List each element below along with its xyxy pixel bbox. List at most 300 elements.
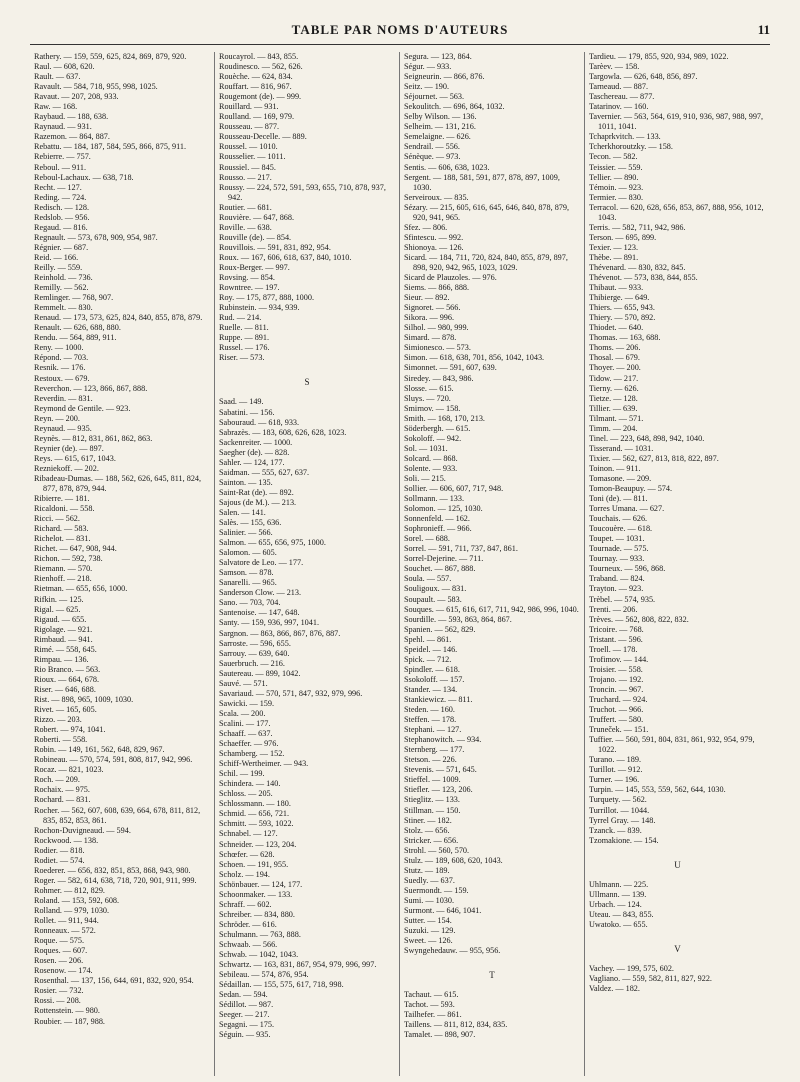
index-entry: Ravaut. — 207, 208, 933. [34,92,119,102]
index-entry: Thiers. — 655, 943. [589,303,655,313]
index-entry: Simard. — 878. [404,333,457,343]
index-entry: Russel. — 176. [219,343,270,353]
index-entry: Reynès. — 812, 831, 861, 862, 863. [34,433,153,443]
index-entry: Rivet. — 165, 605. [34,705,97,715]
index-entry: Sfintescu. — 992. [404,232,464,242]
index-entry: Sédaillan. — 155, 575, 617, 718, 998. [219,980,344,990]
index-entry: Rouvillois. — 591, 831, 892, 954. [219,242,331,252]
index-entry: Tierny. — 626. [589,383,639,393]
index-entry: Terracol. — 620, 628, 656, 853, 867, 888, 956, 1012, 1043. [589,202,764,222]
index-entry: Salomon. — 605. [219,548,277,558]
section-letter: S [304,377,310,388]
index-entry: Razemon. — 864, 887. [34,132,110,142]
page-header [30,22,770,45]
index-entry: Sikora. — 996. [404,313,455,323]
index-entry: Segura. — 123, 864. [404,52,472,61]
index-entry: Turano. — 189. [589,755,642,765]
index-entry: Rochaix. — 975. [34,785,90,795]
index-entry: Rist. — 898, 965, 1009, 1030. [34,695,134,704]
index-entry: Rimpau. — 136. [34,654,89,664]
index-entry: Sfez. — 806. [404,222,448,232]
index-column-3 [400,52,585,1076]
index-entry: Thomas. — 163, 688. [589,333,661,343]
index-entry: Truffert. — 580. [589,715,644,725]
index-entry: Rodier. — 818. [34,845,85,855]
index-entry: Reverchon. — 123, 866, 867, 888. [34,383,148,393]
index-entry: Ségur. — 933. [404,62,452,72]
index-entry: Samson. — 878. [219,568,274,578]
index-entry: Roederer. — 656, 832, 851, 853, 868, 943, 980. [34,865,191,875]
index-entry: Roberti. — 558. [34,735,88,745]
index-entry: Truchot. — 966. [589,705,644,715]
index-entry: Tachot. — 593. [404,1000,455,1010]
index-entry: Sollier. — 606, 607, 717, 948. [404,484,504,494]
index-entry: Terris. — 582, 711, 942, 986. [589,222,686,232]
index-entry: Rifkin. — 125. [34,594,84,604]
index-entry: Seitz. — 190. [404,82,450,92]
index-entry: Trofimov. — 144. [589,654,649,664]
index-entry: Regaud. — 816. [34,222,88,232]
index-entry: Rizzo. — 203. [34,715,82,725]
index-entry: Silhol. — 980, 999. [404,323,469,333]
index-entry: Renault. — 626, 688, 880. [34,323,121,333]
index-entry: Roussel. — 1010. [219,142,278,152]
index-entry: Rigaud. — 655. [34,614,87,624]
index-entry: Scala. — 200. [219,708,266,718]
index-entry: Sargnon. — 863, 866, 867, 876, 887. [219,628,341,638]
index-entry: Seigneurin. — 866, 876. [404,72,485,82]
index-entry: Spehl. — 861. [404,634,452,644]
index-entry: Stephani. — 127. [404,725,462,735]
index-entry: Redslob. — 956. [34,212,90,222]
index-entry: Terson. — 695, 899. [589,232,657,242]
index-column-1 [30,52,215,1076]
index-entry: Régnier. — 687. [34,242,89,252]
index-entry: Tomon-Beaupuy. — 574. [589,484,673,494]
index-entry: Seeger. — 217. [219,1010,270,1020]
index-entry: Toupet. — 1031. [589,534,645,544]
index-entry: Truchard. — 924. [589,695,648,704]
index-entry: Rubinstein. — 934, 939. [219,303,300,313]
index-entry: Reid. — 166. [34,252,79,262]
index-entry: Robineau. — 570, 574, 591, 808, 817, 942, 996. [34,755,193,765]
index-entry: Vachey. — 199, 575, 602. [589,963,674,973]
index-entry: Raw. — 168. [34,102,78,112]
index-entry: Stankiewicz. — 811. [404,695,473,704]
index-entry: Roulland. — 169, 979. [219,112,295,122]
index-entry: Roussy. — 224, 572, 591, 593, 655, 710, 878, 937, 942. [219,182,386,202]
index-entry: Reys. — 615, 617, 1043. [34,453,116,463]
index-entry: Steden. — 160. [404,705,455,715]
index-entry: Tristant. — 596. [589,634,643,644]
index-entry: Turillot. — 912. [589,765,643,775]
index-entry: Salvatore de Leo. — 177. [219,558,304,568]
index-entry: Sendrail. — 556. [404,142,460,152]
index-entry: Turrillot. — 1044. [589,805,650,815]
index-entry: Rottenstein. — 980. [34,1006,100,1016]
index-entry: Rimé. — 558, 645. [34,644,97,654]
index-entry: Rovsing. — 854. [219,273,275,283]
index-columns [30,52,770,1076]
index-entry: Raul. — 608, 620. [34,62,95,72]
index-entry: Renaud. — 173, 573, 625, 824, 840, 855, 878, 879. [34,313,203,323]
index-entry: Tzanck. — 839. [589,825,642,835]
index-entry: Simon. — 618, 638, 701, 856, 1042, 1043. [404,353,545,363]
index-entry: Tournay. — 933. [589,554,645,564]
index-entry: Reymond de Gentile. — 923. [34,403,131,413]
index-entry: Rigal. — 625. [34,604,81,614]
index-entry: Sackenreiter. — 1000. [219,437,293,447]
index-entry: Trenti. — 206. [589,604,638,614]
index-entry: Roussiel. — 845. [219,162,276,172]
index-entry: Toinon. — 911. [589,463,641,473]
index-column-2 [215,52,400,1076]
index-entry: Schmid. — 656, 721. [219,809,290,819]
index-entry: Sanarelli. — 965. [219,578,277,588]
index-entry: Thibaut. — 933. [589,283,644,293]
index-entry: Roudinesco. — 562, 626. [219,62,303,72]
index-entry: Sophronieff. — 966. [404,524,472,534]
index-entry: Smirnov. — 158. [404,403,461,413]
index-entry: Suedly. — 637. [404,875,455,885]
index-entry: Rousseau. — 877. [219,122,280,132]
index-entry: Sédillot. — 987. [219,1000,274,1010]
index-entry: Tailhefer. — 861. [404,1010,462,1020]
index-entry: Spick. — 712. [404,654,452,664]
index-entry: Schwaab. — 566. [219,939,278,949]
index-entry: Richelot. — 831. [34,534,91,544]
index-entry: Sol. — 1031. [404,443,448,453]
index-entry: Reboul. — 911. [34,162,87,172]
index-entry: Sawicki. — 159. [219,698,275,708]
index-entry: Rosen. — 206. [34,956,84,966]
index-entry: Salmon. — 655, 656, 975, 1000. [219,538,326,548]
index-entry: Tillier. — 639. [589,403,638,413]
index-entry: Rouffart. — 816, 967. [219,82,292,92]
index-entry: Riser. — 646, 688. [34,684,96,694]
index-entry: Rio Branco. — 563. [34,664,101,674]
index-entry: Selheim. — 131, 216. [404,122,476,132]
index-entry: Rietman. — 655, 656, 1000. [34,584,128,594]
index-entry: Rienhoff. — 218. [34,574,92,584]
index-entry: Schwab. — 1042, 1043. [219,950,299,960]
index-entry: Shionoya. — 126. [404,242,464,252]
index-entry: Siredey. — 843, 986. [404,373,474,383]
index-entry: Stander. — 134. [404,684,458,694]
index-entry: Rendu. — 564, 889, 911. [34,333,117,343]
index-entry: Rousseau-Decelle. — 889. [219,132,307,142]
index-entry: Rollet. — 911, 944. [34,916,99,926]
index-entry: Sauerbruch. — 216. [219,658,285,668]
index-entry: Spindler. — 618. [404,664,460,674]
index-entry: Saidman. — 555, 627, 637. [219,467,310,477]
index-entry: Richard. — 583. [34,524,89,534]
index-entry: Regnault. — 573, 678, 909, 954, 987. [34,232,158,242]
index-entry: Teissier. — 559. [589,162,643,172]
index-entry: Rosenthal. — 137, 156, 644, 691, 832, 920, 954. [34,976,194,986]
index-entry: Uwatoko. — 655. [589,919,648,929]
index-entry: Suermondt. — 159. [404,885,469,895]
index-entry: Tarneaud. — 887. [589,82,648,92]
index-entry: Stevenis. — 571, 645. [404,765,477,775]
index-entry: Reding. — 724. [34,192,87,202]
index-entry: Rocaz. — 821, 1023. [34,765,104,775]
index-entry: Saint-Rat (de). — 892. [219,487,294,497]
index-entry: Rimbaud. — 941. [34,634,93,644]
index-entry: Stulz. — 189, 608, 620, 1043. [404,855,503,865]
index-entry: Swyngehedauw. — 955, 956. [404,946,501,956]
index-entry: Rathery. — 159, 559, 625, 824, 869, 879, 920. [34,52,187,61]
index-entry: Texier. — 123. [589,242,638,252]
index-entry: Schiff-Wertheimer. — 943. [219,759,309,769]
index-entry: Selby Wilson. — 136. [404,112,477,122]
index-entry: Sézary. — 215, 605, 616, 645, 646, 840, 878, 879, 920, 941, 965. [404,202,570,222]
index-entry: Sluys. — 720. [404,393,451,403]
index-entry: Schaaff. — 637. [219,729,273,738]
index-entry: Reynier (de). — 897. [34,443,104,453]
index-entry: Ullmann. — 139. [589,889,647,899]
index-entry: Richet. — 647, 908, 944. [34,544,117,554]
index-entry: Robert. — 974, 1041. [34,725,106,735]
index-entry: Tricoire. — 768. [589,624,644,634]
index-entry: Routier. — 681. [219,202,272,212]
index-entry: Troell. — 178. [589,644,638,654]
index-entry: Répond. — 703. [34,353,89,363]
index-entry: Vagliano. — 559, 582, 811, 827, 922. [589,973,712,983]
index-entry: Remlinger. — 768, 907. [34,293,114,303]
index-entry: Simonnet. — 591, 607, 639. [404,363,497,373]
index-entry: Sorrel-Dejerine. — 711. [404,554,484,564]
index-entry: Schil. — 199. [219,769,265,779]
index-entry: Tcherkhoroutzky. — 158. [589,142,673,152]
index-entry: Uhlmann. — 225. [589,879,649,889]
index-entry: Urbach. — 124. [589,899,642,909]
index-entry: Schnabel. — 127. [219,829,278,839]
index-entry: Stiner. — 182. [404,815,452,825]
index-entry: Ribierre. — 181. [34,494,90,504]
index-entry: Roux. — 167, 606, 618, 637, 840, 1010. [219,252,352,262]
index-entry: Slosse. — 615. [404,383,454,393]
index-entry: Reynaud. — 935. [34,423,92,433]
index-entry: Siems. — 866, 888. [404,283,470,293]
index-entry: Tilmant. — 571. [589,413,644,423]
index-entry: Sergent. — 188, 581, 591, 877, 878, 897, 1009, 1030. [404,172,560,192]
index-entry: Rezniekoff. — 202. [34,463,99,473]
index-entry: Sicard de Plauzoles. — 976. [404,273,497,283]
index-entry: Soupault. — 583. [404,594,462,604]
index-entry: Reilly. — 559. [34,262,83,272]
index-entry: Thiery. — 570, 892. [589,313,656,323]
index-entry: Schröder. — 616. [219,919,277,929]
index-entry: Tzomakione. — 154. [589,835,659,845]
index-entry: Thosal. — 679. [589,353,640,363]
index-entry: Trayton. — 923. [589,584,644,594]
index-entry: Schwartz. — 163, 831, 867, 954, 979, 996, 997. [219,960,377,970]
index-entry: Richon. — 592, 738. [34,554,103,564]
index-entry: Turpin. — 145, 553, 559, 562, 644, 1030. [589,785,726,795]
index-entry: Souligoux. — 831. [404,584,467,594]
index-entry: Soli. — 215. [404,473,446,483]
index-entry: Rochard. — 831. [34,795,91,805]
index-entry: Roy. — 175, 877, 888, 1000. [219,293,314,303]
index-entry: Trèbel. — 574, 935. [589,594,656,604]
index-entry: Sabrazès. — 183, 608, 626, 628, 1023. [219,427,347,437]
index-entry: Rousso. — 217. [219,172,272,182]
index-entry: Tidow. — 217. [589,373,639,383]
index-entry: Sokoloff. — 942. [404,433,462,443]
index-entry: Raybaud. — 188, 638. [34,112,109,122]
index-entry: Traband. — 824. [589,574,645,584]
index-entry: Surmont. — 646, 1041. [404,905,482,915]
index-entry: Stolz. — 656. [404,825,450,835]
index-entry: Ribadeau-Dumas. — 188, 562, 626, 645, 811, 824, 877, 878, 879, 944. [34,473,202,494]
index-entry: Rosier. — 732. [34,986,84,996]
index-entry: Riemann. — 570. [34,564,93,574]
index-entry: Salès. — 155, 636. [219,518,282,528]
index-entry: Trèves. — 562, 808, 822, 832. [589,614,689,624]
index-entry: Rodiet. — 574. [34,855,85,865]
index-entry: Salen. — 141. [219,507,266,517]
index-entry: Ronneaux. — 572. [34,926,96,936]
index-entry: Robin. — 149, 161, 562, 648, 829, 967. [34,745,165,755]
index-entry: Reny. — 1000. [34,343,84,353]
index-entry: Rebierre. — 757. [34,152,91,162]
index-entry: Scalini. — 177. [219,718,271,728]
index-entry: Séguin. — 935. [219,1030,271,1040]
index-entry: Stieffel. — 1009. [404,775,461,785]
index-entry: Stieglitz. — 133. [404,795,460,805]
index-entry: Tamalet. — 898, 907. [404,1030,476,1040]
index-entry: Troisier. — 558. [589,664,643,674]
index-entry: Témoin. — 923. [589,182,644,192]
index-entry: Schönbauer. — 124, 177. [219,879,303,889]
index-entry: Spanien. — 562, 829. [404,624,476,634]
index-entry: Ruelle. — 811. [219,323,269,333]
index-entry: Restoux. — 679. [34,373,90,383]
index-entry: Rioux. — 664, 678. [34,674,100,684]
index-entry: Serveiroux. — 835. [404,192,469,202]
index-entry: Sajous (de M.). — 213. [219,497,297,507]
index-entry: Stricker. — 656. [404,835,459,845]
index-entry: Turquety. — 562. [589,795,647,805]
index-entry: Roland. — 153, 592, 608. [34,895,120,905]
index-entry: Simionesco. — 573. [404,343,471,353]
index-entry: Schreiber. — 834, 880. [219,909,295,919]
index-entry: Ssokoloff. — 157. [404,674,465,684]
index-entry: Roger. — 582, 614, 638, 718, 720, 901, 911, 999. [34,875,197,885]
index-entry: Roux-Berger. — 997. [219,262,290,272]
index-entry: Scholz. — 194. [219,869,270,879]
index-entry: Sanderson Clow. — 213. [219,588,302,598]
index-entry: Redisch. — 128. [34,202,90,212]
index-entry: Saegher (de). — 828. [219,447,290,457]
index-entry: Sutter. — 154. [404,916,452,926]
index-entry: Resnik. — 176. [34,363,86,373]
index-entry: Sumi. — 1030. [404,895,455,905]
section-letter: U [674,859,681,870]
index-entry: Sautereau. — 899, 1042. [219,668,301,678]
index-entry: Rossi. — 208. [34,996,81,1006]
index-entry: Touchais. — 626. [589,514,648,524]
index-entry: Roque. — 575. [34,936,85,946]
index-entry: Soula. — 557. [404,574,452,584]
index-entry: Suzuki. — 129. [404,926,456,936]
index-entry: Targowla. — 626, 648, 856, 897. [589,72,698,82]
index-entry: Troncin. — 967. [589,684,644,694]
section-letter: T [489,970,495,981]
index-entry: Tatarinov. — 160. [589,102,649,112]
index-entry: Stetson. — 226. [404,755,457,765]
index-entry: Tourneux. — 596, 868. [589,564,666,574]
index-entry: Sollmann. — 133. [404,494,465,504]
index-entry: Tisserand. — 1031. [589,443,654,453]
index-entry: Rohmer. — 812, 829. [34,885,105,895]
index-entry: Sorel. — 688. [404,534,450,544]
index-entry: Thibierge. — 649. [589,293,650,303]
page-number: 11 [757,22,770,37]
index-entry: Salinier. — 566. [219,528,273,538]
index-entry: Tinel. — 223, 648, 898, 942, 1040. [589,433,705,443]
index-entry: Sieur. — 892. [404,293,450,303]
index-entry: Sicard. — 184, 711, 720, 824, 840, 855, 879, 897, 898, 920, 942, 965, 1023, 1029. [404,252,568,272]
index-entry: Roville. — 638. [219,222,272,232]
index-entry: Tchaprkvitch. — 133. [589,132,661,142]
index-entry: Toni (de). — 811. [589,494,648,504]
index-entry: Semelaigne. — 626. [404,132,471,142]
index-entry: Rolland. — 979, 1030. [34,905,110,915]
index-entry: Söderbergh. — 615. [404,423,471,433]
section-letter: V [674,943,681,954]
index-entry: Tyrrel Gray. — 148. [589,815,656,825]
index-entry: Stiefler. — 123, 206. [404,785,473,795]
index-entry: Raynaud. — 931. [34,122,92,132]
index-entry: Remmelt. — 830. [34,303,93,313]
index-entry: Sonnenfeld. — 162. [404,514,470,524]
index-entry: Tecon. — 582. [589,152,638,162]
index-entry: Rougemont (de). — 999. [219,92,302,102]
index-entry: Tietze. — 128. [589,393,638,403]
index-entry: Timm. — 204. [589,423,638,433]
index-entry: Thévenot. — 573, 838, 844, 855. [589,273,698,283]
index-entry: Sorrel. — 591, 711, 737, 847, 861. [404,544,518,554]
index-entry: Sekoulitch. — 696, 864, 1032. [404,102,505,112]
index-entry: Signoret. — 566. [404,303,461,313]
index-entry: Rouèche. — 624, 834. [219,72,293,82]
index-entry: Stephanowitch. — 934. [404,735,482,745]
index-entry: Rigolage. — 921. [34,624,93,634]
index-entry: Ruppe. — 891. [219,333,270,343]
index-entry: Rockwood. — 138. [34,835,99,845]
index-entry: Santenoise. — 147, 648. [219,608,300,618]
index-entry: Tellier. — 890. [589,172,639,182]
index-entry: Sourdille. — 593, 863, 864, 867. [404,614,512,624]
index-entry: Schaeffer. — 976. [219,739,279,749]
index-entry: Speidel. — 146. [404,644,458,654]
index-entry: Thoyer. — 200. [589,363,641,373]
index-entry: Thévenard. — 830, 832, 845. [589,262,686,272]
index-entry: Schmitt. — 593, 1022. [219,819,294,829]
index-entry: Trojano. — 192. [589,674,644,684]
index-entry: Schulmann. — 763, 888. [219,929,301,939]
index-entry: Sedan. — 594. [219,990,268,1000]
index-entry: Souchet. — 867, 888. [404,564,476,574]
index-entry: Tavernier. — 563, 564, 619, 910, 936, 987, 988, 997, 1011, 1041. [589,112,764,132]
index-entry: Sweet. — 126. [404,936,453,946]
index-entry: Sebileau. — 574, 876, 954. [219,970,309,980]
index-entry: Roch. — 209. [34,775,80,785]
index-entry: Rochon-Duvigneaud. — 594. [34,825,131,835]
index-entry: Rud. — 214. [219,313,262,323]
